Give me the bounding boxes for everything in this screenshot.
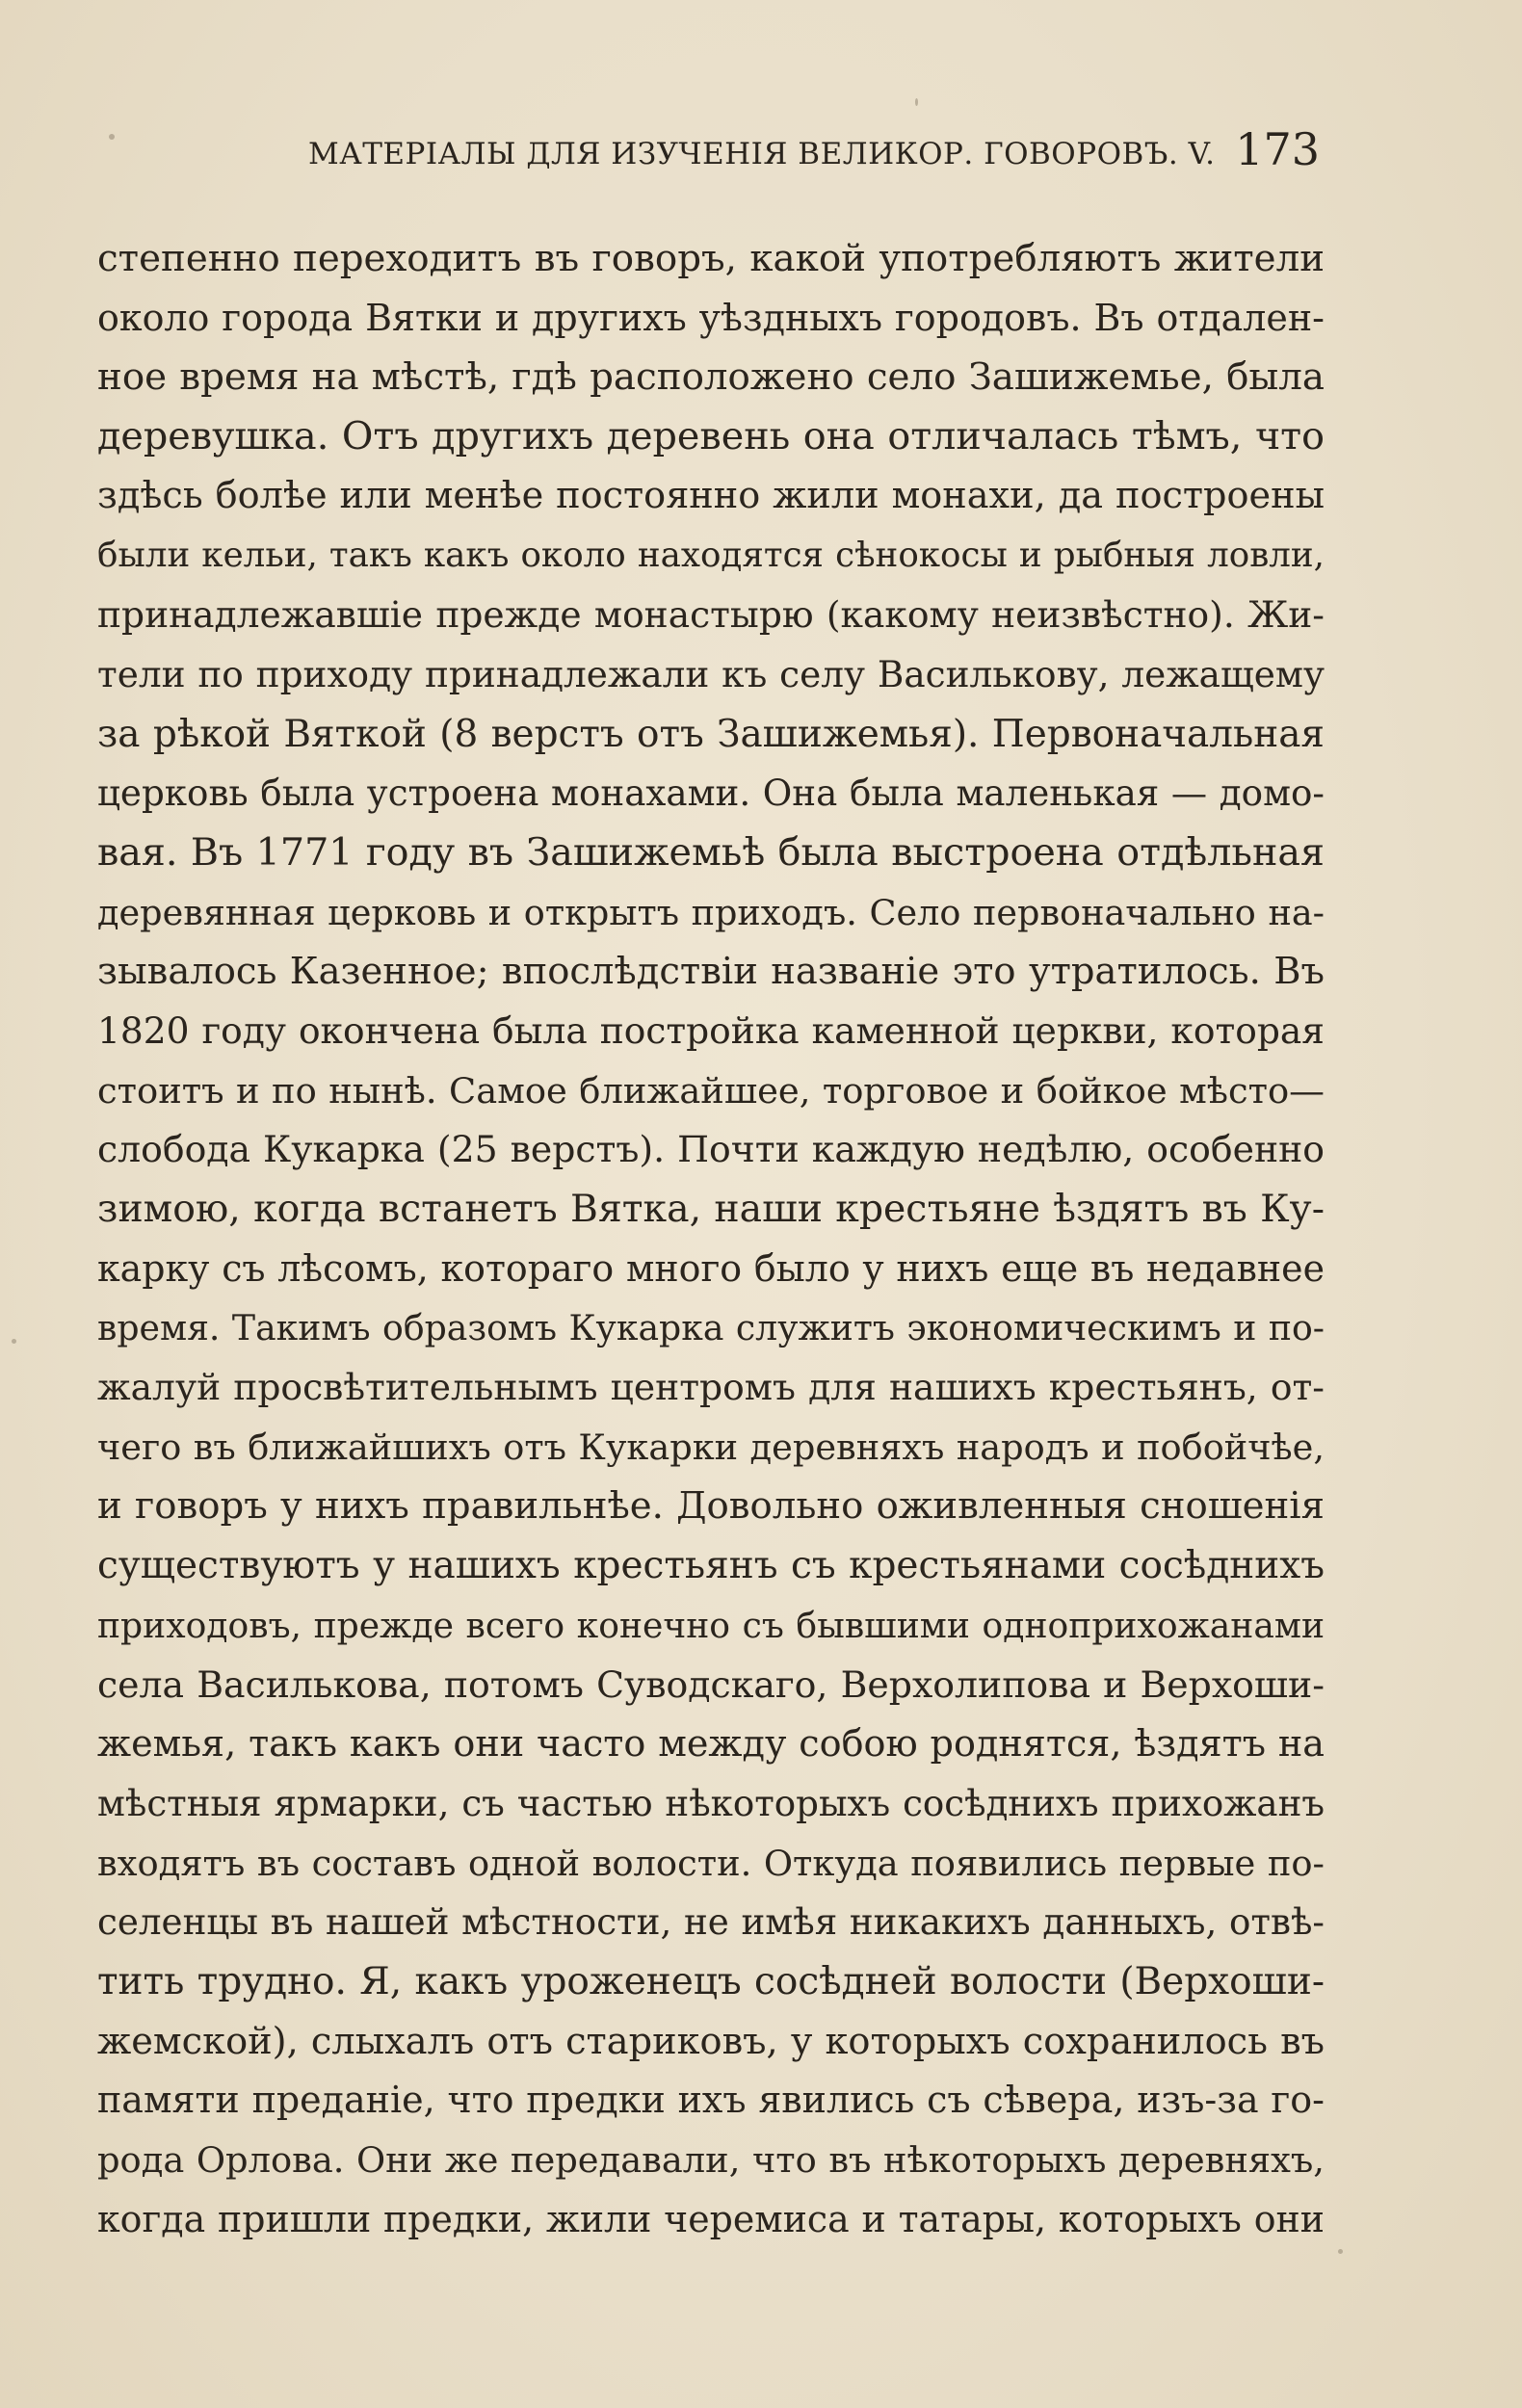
text-line: рода Орлова. Они же передавали, что въ нѣкоторыхъ деревняхъ, — [97, 2139, 1325, 2181]
text-line: зывалось Казенное; впослѣдствіи названіе это утратилось. Въ — [97, 950, 1325, 994]
text-line: 1820 году окончена была постройка каменной церкви, которая — [97, 1008, 1325, 1052]
paper-speck — [12, 1339, 16, 1344]
text-line: принадлежавшіе прежде монастырю (какому неизвѣстно). Жи- — [97, 593, 1325, 637]
text-line: степенно переходитъ въ говоръ, какой употребляютъ жители — [97, 237, 1325, 280]
text-line: жемской), слыхалъ отъ стариковъ, у которыхъ сохранилось въ — [97, 2019, 1325, 2063]
text-line: и говоръ у нихъ правильнѣе. Довольно оживленныя сношенія — [97, 1484, 1325, 1529]
text-line: ное время на мѣстѣ, гдѣ расположено село Зашижемье, была — [97, 355, 1325, 400]
text-line: памяти преданіе, что предки ихъ явились съ сѣвера, изъ-за го- — [97, 2079, 1325, 2122]
text-line: мѣстныя ярмарки, съ частью нѣкоторыхъ сосѣднихъ прихожанъ — [97, 1781, 1325, 1824]
text-line: когда пришли предки, жили черемиса и татары, которыхъ они — [97, 2197, 1325, 2240]
text-line: зимою, когда встанетъ Вятка, наши крестьяне ѣздятъ въ Ку- — [97, 1187, 1325, 1231]
text-line: здѣсь болѣе или менѣе постоянно жили монахи, да построены — [97, 474, 1325, 517]
text-line: чего въ ближайшихъ отъ Кукарки деревняхъ народъ и побойчѣе, — [97, 1426, 1325, 1468]
text-line: за рѣкой Вяткой (8 верстъ отъ Зашижемья). Первоначальная — [97, 712, 1325, 756]
text-line: села Василькова, потомъ Суводскаго, Верхолипова и Верхоши- — [97, 1662, 1325, 1706]
text-line: время. Такимъ образомъ Кукарка служитъ экономическимъ и по- — [97, 1307, 1325, 1349]
text-line: церковь была устроена монахами. Она была маленькая — домо- — [97, 772, 1325, 815]
text-line: жемья, такъ какъ они часто между собою роднятся, ѣздятъ на — [97, 1722, 1325, 1766]
text-line: деревянная церковь и открытъ приходъ. Село первоначально на- — [97, 891, 1325, 933]
text-line: входятъ въ составъ одной волости. Откуда появились первые по- — [97, 1842, 1325, 1884]
text-line: карку съ лѣсомъ, котораго много было у нихъ еще въ недавнее — [97, 1246, 1325, 1290]
page-number: 173 — [1235, 123, 1320, 175]
page-header — [96, 123, 1329, 185]
text-line: около города Вятки и другихъ уѣздныхъ городовъ. Въ отдален- — [97, 296, 1325, 339]
text-line: жалуй просвѣтительнымъ центромъ для нашихъ крестьянъ, от- — [97, 1366, 1325, 1409]
text-line: тить трудно. Я, какъ уроженецъ сосѣдней волости (Верхоши- — [97, 1959, 1325, 2003]
text-line: деревушка. Отъ другихъ деревень она отличалась тѣмъ, что — [97, 414, 1325, 459]
text-line: стоитъ и по нынѣ. Самое ближайшее, торговое и бойкое мѣсто— — [97, 1069, 1325, 1112]
running-title: МАТЕРІАЛЫ ДЛЯ ИЗУЧЕНІЯ ВЕЛИКОР. ГОВОРОВЪ. V. — [308, 137, 1216, 171]
text-line: существуютъ у нашихъ крестьянъ съ крестьянами сосѣднихъ — [97, 1544, 1325, 1588]
text-line: тели по приходу принадлежали къ селу Василькову, лежащему — [97, 652, 1325, 695]
paper-speck — [1338, 2249, 1343, 2254]
text-line: были кельи, такъ какъ около находятся сѣнокосы и рыбныя ловли, — [97, 536, 1325, 576]
text-line: слобода Кукарка (25 верстъ). Почти каждую недѣлю, особенно — [97, 1128, 1325, 1171]
body-text — [97, 229, 1325, 2249]
text-line: вая. Въ 1771 году въ Зашижемьѣ была выстроена отдѣльная — [97, 829, 1325, 875]
text-line: приходовъ, прежде всего конечно съ бывшими одноприхожанами — [97, 1604, 1325, 1646]
paper-speck — [915, 98, 918, 106]
text-line: селенцы въ нашей мѣстности, не имѣя никакихъ данныхъ, отвѣ- — [97, 1900, 1325, 1944]
